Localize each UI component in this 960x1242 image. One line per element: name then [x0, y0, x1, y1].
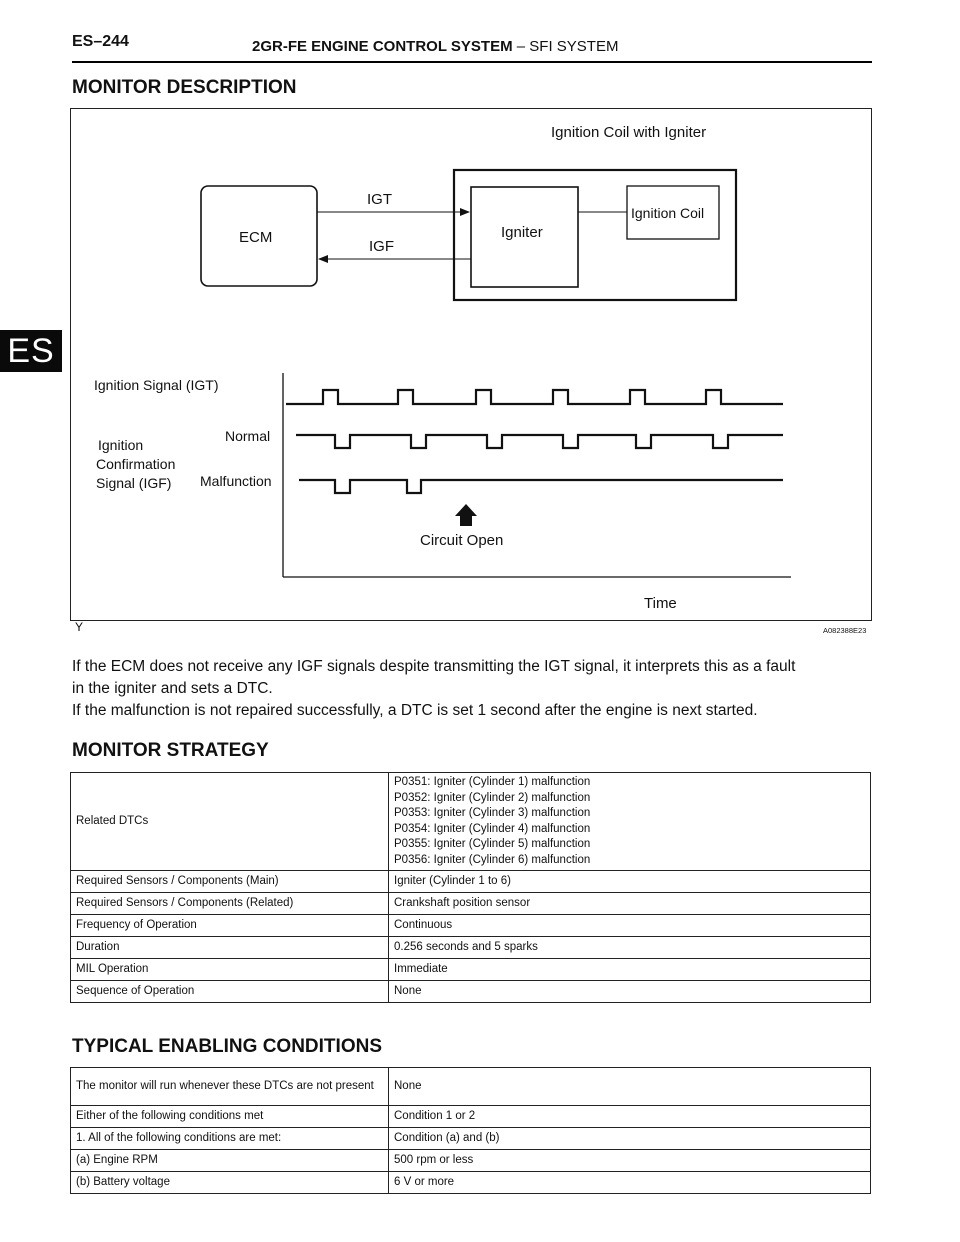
table-cell: Igniter (Cylinder 1 to 6) [389, 871, 871, 893]
igf-signal-label-line3: Signal (IGF) [96, 475, 172, 491]
igf-signal-label-line1: Ignition [98, 437, 144, 453]
table-cell: The monitor will run whenever these DTCs are not present [71, 1068, 389, 1106]
table-row [71, 1106, 871, 1128]
ignition-diagram [71, 109, 873, 635]
related-dtcs-cell [389, 773, 871, 871]
igf-malfunction-waveform [299, 480, 783, 493]
table-cell: Required Sensors / Components (Main) [71, 871, 389, 893]
igniter-label: Igniter [501, 224, 543, 241]
heading-typical-enabling-conditions: TYPICAL ENABLING CONDITIONS [72, 1036, 382, 1057]
table-cell: Duration [71, 937, 389, 959]
dtc-item: P0353: Igniter (Cylinder 3) malfunction [394, 807, 591, 819]
table-row [71, 1068, 871, 1106]
igf-label: IGF [369, 238, 394, 255]
running-head [252, 38, 618, 55]
table-cell: Either of the following conditions met [71, 1106, 389, 1128]
corner-mark: Y [75, 620, 84, 634]
table-row [71, 981, 871, 1003]
igt-signal-label: Ignition Signal (IGT) [94, 377, 219, 393]
figure-code: A082388E23 [823, 626, 867, 635]
table-cell: Sequence of Operation [71, 981, 389, 1003]
table-cell: Frequency of Operation [71, 915, 389, 937]
table-row [71, 937, 871, 959]
ecm-label: ECM [239, 229, 273, 246]
table-cell: Required Sensors / Components (Related) [71, 893, 389, 915]
table-row [71, 1172, 871, 1194]
table-row [71, 959, 871, 981]
table-cell: Immediate [389, 959, 871, 981]
igf-normal-waveform [296, 435, 783, 448]
enabling-conditions-table [70, 1067, 871, 1194]
coil-assembly-box [454, 170, 736, 300]
dtc-item: P0354: Igniter (Cylinder 4) malfunction [394, 822, 591, 835]
table-row [71, 773, 871, 871]
table-row [71, 1128, 871, 1150]
running-head-subtitle: – SFI SYSTEM [516, 38, 619, 55]
page-number: ES–244 [72, 33, 129, 50]
description-paragraph [72, 656, 872, 722]
circuit-open-label: Circuit Open [420, 532, 504, 549]
table-cell: (b) Battery voltage [71, 1172, 389, 1194]
table-cell: 1. All of the following conditions are met: [71, 1128, 389, 1150]
table-row [71, 1150, 871, 1172]
table-cell: Condition 1 or 2 [389, 1106, 871, 1128]
table-cell: Condition (a) and (b) [389, 1128, 871, 1150]
ignition-coil-label: Ignition Coil [631, 205, 705, 221]
table-cell: MIL Operation [71, 959, 389, 981]
igt-waveform [286, 390, 783, 404]
dtc-item: P0351: Igniter (Cylinder 1) malfunction [394, 776, 591, 788]
description-line-1: If the ECM does not receive any IGF signals despite transmitting the IGT signal, it interprets this as a fault [72, 658, 796, 675]
table-cell: None [389, 981, 871, 1003]
section-side-tab: ES [0, 330, 62, 372]
monitor-strategy-table [70, 772, 871, 1003]
table-row [71, 893, 871, 915]
igt-label: IGT [367, 191, 392, 208]
table-cell: Continuous [389, 915, 871, 937]
dtc-item: P0352: Igniter (Cylinder 2) malfunction [394, 791, 591, 804]
ignition-figure [70, 108, 872, 635]
table-cell: (a) Engine RPM [71, 1150, 389, 1172]
malfunction-label: Malfunction [200, 473, 272, 489]
dtc-item: P0355: Igniter (Cylinder 5) malfunction [394, 838, 591, 850]
igf-signal-label-line2: Confirmation [96, 456, 176, 472]
table-cell: Related DTCs [71, 773, 389, 871]
description-line-3: If the malfunction is not repaired successfully, a DTC is set 1 second after the engine is next started. [72, 702, 758, 719]
table-cell: 0.256 seconds and 5 sparks [389, 937, 871, 959]
time-label: Time [644, 595, 677, 612]
table-cell: Crankshaft position sensor [389, 893, 871, 915]
coil-with-igniter-label: Ignition Coil with Igniter [551, 124, 707, 141]
running-head-title: 2GR-FE ENGINE CONTROL SYSTEM [252, 38, 513, 55]
table-cell: 6 V or more [389, 1172, 871, 1194]
table-row [71, 871, 871, 893]
heading-monitor-strategy: MONITOR STRATEGY [72, 740, 269, 761]
circuit-open-arrow-icon [455, 504, 477, 526]
heading-monitor-description: MONITOR DESCRIPTION [72, 77, 297, 98]
description-line-2: in the igniter and sets a DTC. [72, 680, 273, 697]
dtc-item: P0356: Igniter (Cylinder 6) malfunction [394, 853, 591, 866]
normal-label: Normal [225, 428, 271, 444]
table-cell: 500 rpm or less [389, 1150, 871, 1172]
table-row [71, 915, 871, 937]
header-rule [72, 61, 872, 63]
table-cell: None [389, 1068, 871, 1106]
